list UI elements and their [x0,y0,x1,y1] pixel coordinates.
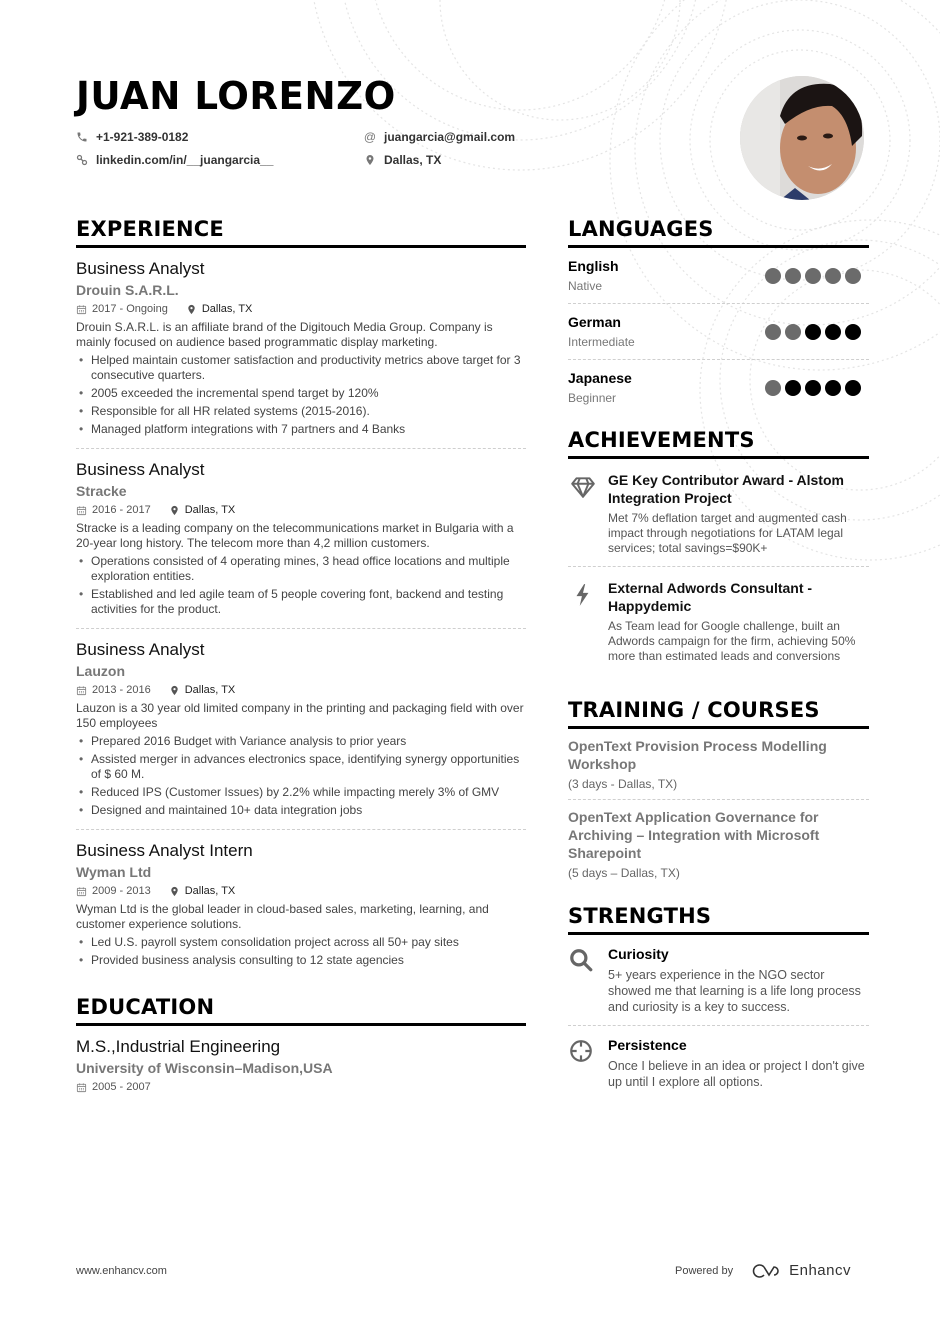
language-item [568,248,869,304]
footer-powered-by[interactable] [675,1262,851,1279]
calendar-icon [76,505,87,516]
proficiency-dots [765,268,861,284]
achievement-item [568,567,869,674]
proficiency-dot-filled [765,268,781,284]
achievements-section-title: ACHIEVEMENTS [568,426,869,459]
job-dates: 2016 - 2017 [92,504,151,516]
calendar-icon [76,886,87,897]
job-location: Dallas, TX [184,684,236,696]
strengths-section-title: STRENGTHS [568,902,869,935]
course-item [568,800,869,888]
company-name: Drouin S.A.R.L. [76,282,179,298]
company-name: Lauzon [76,663,125,679]
proficiency-dot-empty [845,380,861,396]
experience-entry [76,248,526,449]
location-pin-icon [169,505,180,516]
phone-icon [76,131,88,143]
language-item [568,360,869,416]
proficiency-dot-filled [785,268,801,284]
proficiency-dot-empty [825,380,841,396]
bullet-item: • Responsible for all HR related systems (2015-2016). [76,404,526,419]
bullet-item: • Provided business analysis consulting to 12 state agencies [76,953,526,968]
proficiency-dot-empty [805,324,821,340]
crosshair-icon [568,1036,608,1090]
phone-text: +1-921-389-0182 [96,130,189,144]
job-meta [76,681,526,699]
location-text: Dallas, TX [384,153,442,167]
contact-linkedin[interactable] [76,153,273,167]
job-bullets [76,554,526,617]
bullet-item: • Prepared 2016 Budget with Variance analysis to prior years [76,734,526,749]
at-icon: @ [363,130,377,144]
job-dates: 2013 - 2016 [92,684,151,696]
bullet-item: • 2005 exceeded the incremental spend target by 120% [76,386,526,401]
job-dates: 2009 - 2013 [92,885,151,897]
job-title: Business Analyst [76,460,205,479]
footer-website-link[interactable]: www.enhancv.com [76,1265,167,1277]
diamond-icon [568,471,608,556]
language-level: Native [568,278,603,293]
bullet-item: • Managed platform integrations with 7 partners and 4 Banks [76,422,526,437]
powered-by-label: Powered by [675,1264,734,1277]
education-entry [76,1026,526,1096]
school-name: University of Wisconsin–Madison,USA [76,1060,333,1076]
education-section-title: EDUCATION [76,993,526,1026]
proficiency-dot-empty [805,380,821,396]
achievement-title: GE Key Contributor Award - Alstom Integration Project [608,472,844,506]
job-bullets [76,734,526,818]
proficiency-dot-filled [785,324,801,340]
language-name: Japanese [568,370,632,386]
company-description: Lauzon is a 30 year old limited company in the printing and packaging field with over 150 employees [76,701,524,730]
proficiency-dots [765,380,861,396]
course-item [568,729,869,800]
achievements-list [568,459,869,674]
job-title: Business Analyst Intern [76,841,253,860]
strength-item [568,935,869,1026]
achievement-item [568,459,869,567]
education-dates: 2005 - 2007 [92,1081,151,1093]
job-dates: 2017 - Ongoing [92,303,168,315]
language-name: English [568,257,619,274]
job-bullets [76,353,526,437]
experience-entry [76,830,526,979]
calendar-icon [76,304,87,315]
languages-list [568,248,869,416]
strength-title: Persistence [608,1037,687,1053]
bullet-item: • Assisted merger in advances electronics space, identifying synergy opportunities of $ 60 M. [76,752,526,782]
magnifier-icon [568,945,608,1015]
location-pin-icon [186,304,197,315]
experience-section-title: EXPERIENCE [76,215,526,248]
experience-entry [76,629,526,830]
job-title: Business Analyst [76,259,205,278]
degree: M.S.,Industrial Engineering [76,1037,281,1056]
course-meta: (3 days - Dallas, TX) [568,777,678,791]
strength-title: Curiosity [608,946,669,962]
enhancv-brand [751,1262,851,1279]
right-column [568,215,869,1100]
candidate-name: JUAN LORENZO [76,74,396,118]
company-description: Stracke is a leading company on the telecommunications market in Bulgaria with a 20-year long history. The telecom more than 4,2 million customers. [76,521,514,550]
bullet-item: • Established and led agile team of 5 people covering font, backend and testing activities for the product. [76,587,526,617]
experience-entry [76,449,526,629]
achievement-description: Met 7% deflation target and augmented cash impact through negotiations for LATAM legal services; total savings=$90K+ [608,511,847,555]
language-name: German [568,313,621,330]
proficiency-dot-filled [765,380,781,396]
location-pin-icon [169,886,180,897]
profile-photo [740,76,864,200]
brand-name: Enhancv [789,1262,851,1279]
job-meta [76,300,526,318]
location-pin-icon [364,154,376,166]
email-text: juangarcia@gmail.com [384,130,516,144]
left-column [76,215,526,1096]
job-title: Business Analyst [76,640,205,659]
bullet-item: • Helped maintain customer satisfaction and productivity metrics above target for 3 consecutive quarters. [76,353,526,383]
education-meta [76,1078,526,1096]
bullet-item: • Reduced IPS (Customer Issues) by 2.2% while impacting merely 3% of GMV [76,785,526,800]
company-name: Stracke [76,483,127,499]
calendar-icon [76,685,87,696]
job-meta [76,501,526,519]
bullet-item: • Designed and maintained 10+ data integration jobs [76,803,526,818]
company-description: Drouin S.A.R.L. is an affiliate brand of the Digitouch Media Group. Company is mainly focused on audience based programmatic display marketing. [76,320,493,349]
strength-description: 5+ years experience in the NGO sector showed me that learning is a life long process and curiosity is a key to success. [608,968,861,1014]
job-bullets [76,935,526,968]
experience-list [76,248,526,979]
training-section-title: TRAINING / COURSES [568,696,869,729]
bullet-item: • Led U.S. payroll system consolidation project across all 50+ pay sites [76,935,526,950]
language-level: Intermediate [568,334,635,349]
achievement-title: External Adwords Consultant - Happydemic [608,580,813,614]
enhancv-logo-icon [751,1263,781,1279]
language-item [568,304,869,360]
languages-section-title: LANGUAGES [568,215,869,248]
company-name: Wyman Ltd [76,864,152,880]
contact-location [364,153,441,167]
course-title: OpenText Application Governance for Archiving – Integration with Microsoft Sharepoint [568,809,820,861]
strength-description: Once I believe in an idea or project I don't give up until I explore all options. [608,1059,865,1089]
proficiency-dot-empty [785,380,801,396]
course-meta: (5 days – Dallas, TX) [568,866,680,880]
strengths-list [568,935,869,1100]
strength-item [568,1026,869,1100]
proficiency-dot-filled [825,268,841,284]
linkedin-text: linkedin.com/in/__juangarcia__ [96,153,274,167]
proficiency-dot-empty [845,324,861,340]
job-meta [76,882,526,900]
company-description: Wyman Ltd is the global leader in cloud-based sales, marketing, learning, and customer experience solutions. [76,902,489,931]
bullet-item: • Operations consisted of 4 operating mines, 3 head office locations and multiple exploration entities. [76,554,526,584]
link-icon [76,154,88,166]
proficiency-dot-filled [845,268,861,284]
proficiency-dots [765,324,861,340]
job-location: Dallas, TX [184,885,236,897]
lightning-icon [568,579,608,664]
contact-phone[interactable] [76,130,188,144]
training-list [568,729,869,888]
location-pin-icon [169,685,180,696]
calendar-icon [76,1082,87,1093]
language-level: Beginner [568,391,617,405]
contact-email[interactable] [364,130,515,144]
achievement-description: As Team lead for Google challenge, built an Adwords campaign for the firm, achieving 50% more than estimated leads and conversions [608,619,856,663]
course-title: OpenText Provision Process Modelling Workshop [568,738,827,772]
proficiency-dot-filled [765,324,781,340]
proficiency-dot-filled [805,268,821,284]
job-location: Dallas, TX [201,303,253,315]
proficiency-dot-empty [825,324,841,340]
job-location: Dallas, TX [184,504,236,516]
